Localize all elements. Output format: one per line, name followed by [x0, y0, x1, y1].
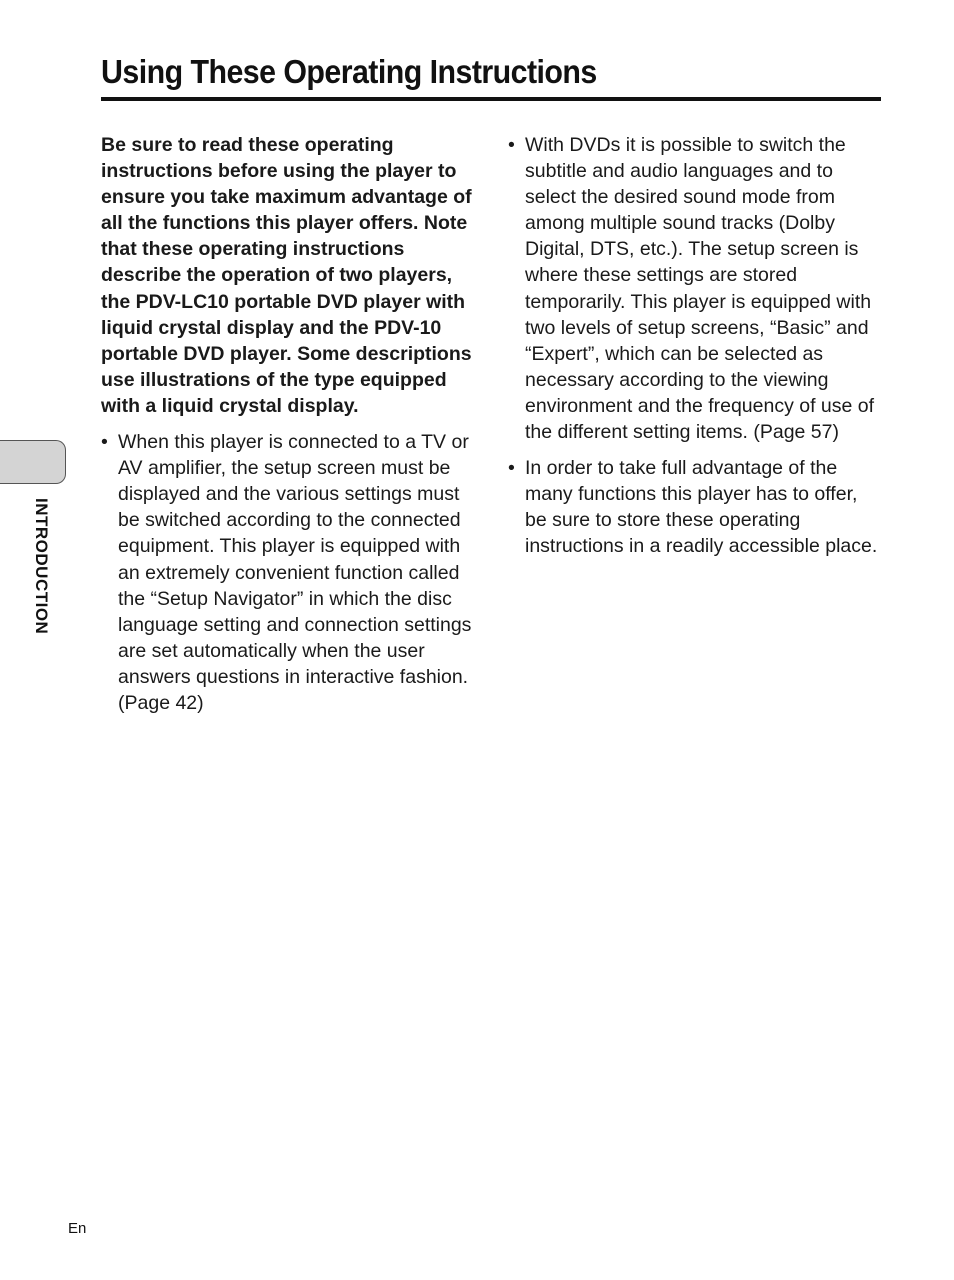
section-tab-label: INTRODUCTION — [32, 498, 51, 635]
right-bullet-list — [508, 132, 882, 560]
title-rule — [101, 97, 881, 101]
bullet-icon: • — [508, 457, 515, 480]
list-item-text: When this player is connected to a TV or AV amplifier, the setup screen must be displayed and the various settings must be switched according to the connected equipment. This player is equipped with an extremely convenient function called the “Setup Navigator” in which the disc language setting and connection settings are set automatically when the user answers questions in interactive fashion. (Page 42) — [118, 431, 472, 714]
right-column — [508, 132, 882, 570]
left-bullet-list — [101, 429, 481, 716]
intro-paragraph: Be sure to read these operating instructions before using the player to ensure you take maximum advantage of all the functions this player offers. Note that these operating instructions describe the operation of two players, the PDV-LC10 portable DVD player with liquid crystal display and the PDV-10 portable DVD player. Some descriptions use illustrations of the type equipped with a liquid crystal display. — [101, 134, 472, 417]
list-item — [101, 429, 481, 716]
footer-language: En — [68, 1220, 87, 1237]
list-item — [508, 132, 882, 445]
list-item-text: In order to take full advantage of the many functions this player has to offer, be sure to store these operating instructions in a readily accessible place. — [525, 457, 878, 558]
bullet-icon: • — [101, 431, 108, 454]
bullet-icon: • — [508, 134, 515, 156]
section-tab — [0, 440, 66, 484]
list-item — [508, 455, 882, 559]
left-column — [101, 132, 481, 726]
page-title: Using These Operating Instructions — [101, 53, 597, 90]
list-item-text: With DVDs it is possible to switch the subtitle and audio languages and to select the desired sound mode from among multiple sound tracks (Dolby Digital, DTS, etc.). The setup screen is where these settings are stored temporarily. This player is equipped with two levels of setup screens, “Basic” and “Expert”, which can be selected as necessary according to the viewing environment and the frequency of use of the different setting items. (Page 57) — [525, 134, 875, 444]
